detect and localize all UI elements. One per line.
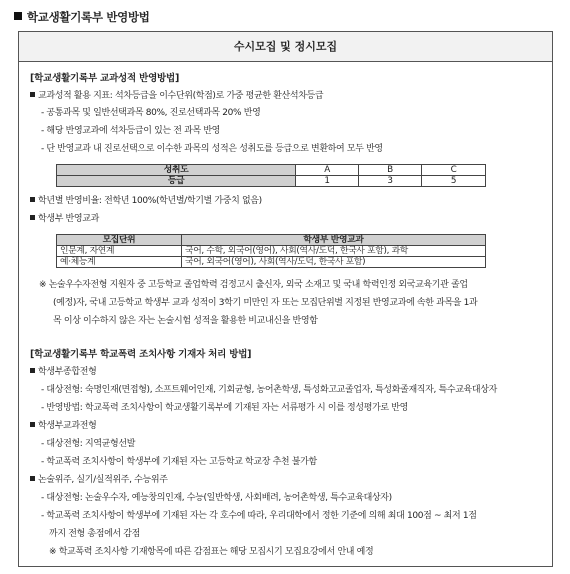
violence-line-2b: - 학교폭력 조치사항이 학생부에 기재된 자는 고등학교 학교장 추천 불가함 xyxy=(41,457,317,467)
grades-line-1 xyxy=(30,90,323,102)
table-header-cell: 학생부 반영교과 xyxy=(182,235,486,246)
violence-heading-2 xyxy=(30,420,96,432)
grades-line-4: - 단 반영교과 내 진로선택으로 이수한 과목의 성적은 성취도를 등급으로 변환하여 모두 반영 xyxy=(41,144,383,154)
grades-line-6-text: 학생부 반영교과 xyxy=(38,214,99,224)
violence-line-1a: - 대상전형: 숙명인재(면접형), 소프트웨어인재, 기회균형, 농어촌학생, 특성화고교졸업자, 특성화졸재직자, 특수교육대상자 xyxy=(41,385,497,395)
table-cell: 인문계, 자연계 xyxy=(57,246,182,257)
violence-line-3b: - 학교폭력 조치사항이 학생부에 기재된 자는 각 호수에 따라, 우리대학에서 정한 기준에 의해 최대 100점 ~ 최저 1점 xyxy=(41,511,477,521)
violence-heading-3-text: 논술위주, 실기/실적위주, 수능위주 xyxy=(38,475,168,485)
square-bullet-icon xyxy=(30,368,35,373)
square-bullet-icon xyxy=(30,197,35,202)
table-cell: A xyxy=(296,165,359,176)
table-cell: 예·체능계 xyxy=(57,257,182,268)
violence-heading-1 xyxy=(30,366,96,378)
square-bullet-icon xyxy=(30,422,35,427)
box-header: 수시모집 및 정시모집 xyxy=(19,32,552,62)
table-cell: C xyxy=(422,165,486,176)
square-bullet-icon xyxy=(30,92,35,97)
table-cell: 국어, 수학, 외국어(영어), 사회(역사/도덕, 한국사 포함), 과학 xyxy=(182,246,486,257)
violence-heading-1-text: 학생부종합전형 xyxy=(38,367,97,377)
grades-line-3: - 해당 반영교과에 석차등급이 있는 전 과목 반영 xyxy=(41,126,221,136)
grades-line-5 xyxy=(30,195,262,207)
table-cell: B xyxy=(358,165,421,176)
table-cell: 5 xyxy=(422,176,486,187)
grades-line-1-text: 교과성적 활용 지표: 석차등급을 이수단위(학점)로 가중 평균한 환산석차등급 xyxy=(38,91,324,101)
grades-line-6 xyxy=(30,213,99,225)
violence-heading-2-text: 학생부교과전형 xyxy=(38,421,97,431)
note-line-1: ※ 논술우수자전형 지원자 중 고등학교 졸업학력 검정고시 출신자, 외국 소재고 및 국내 학력인정 외국교육기관 졸업 xyxy=(39,280,468,290)
violence-line-3c: 까지 전형 총점에서 감점 xyxy=(49,529,140,539)
grades-line-5-text: 학년별 반영비율: 전학년 100%(학년별/학기별 가중치 없음) xyxy=(38,196,262,206)
violence-note: ※ 학교폭력 조치사항 기재항목에 따른 감점표는 해당 모집시기 모집요강에서 안내 예정 xyxy=(49,547,374,557)
table-row xyxy=(57,257,486,268)
violence-heading-3 xyxy=(30,474,168,486)
page-title-text: 학교생활기록부 반영방법 xyxy=(27,10,150,24)
achievement-grade-table xyxy=(56,164,486,187)
subject-table xyxy=(56,234,486,268)
violence-line-3a: - 대상전형: 논술우수자, 예능창의인재, 수능(일반학생, 사회배려, 농어촌학생, 특수교육대상자) xyxy=(41,493,392,503)
violence-line-2a: - 대상전형: 지역균형선발 xyxy=(41,439,136,449)
table-row xyxy=(57,235,486,246)
table-header-cell: 모집단위 xyxy=(57,235,182,246)
violence-section-title: [학교생활기록부 학교폭력 조치사항 기재자 처리 방법] xyxy=(30,349,252,360)
table-row xyxy=(57,246,486,257)
table-cell: 1 xyxy=(296,176,359,187)
grades-section-title: [학교생활기록부 교과성적 반영방법] xyxy=(30,73,180,84)
table-cell: 국어, 외국어(영어), 사회(역사/도덕, 한국사 포함) xyxy=(182,257,486,268)
note-line-3: 목 이상 이수하지 않은 자는 논술시험 성적을 활용한 비교내신을 반영함 xyxy=(53,316,318,326)
square-bullet-icon xyxy=(14,12,22,20)
table-row xyxy=(57,165,486,176)
note-line-2: (예정)자, 국내 고등학교 학생부 교과 성적이 3학기 미만인 자 또는 모집단위별 지정된 반영교과에 속한 과목을 1과 xyxy=(53,298,478,308)
table-header-cell: 성취도 xyxy=(57,165,296,176)
content-box xyxy=(18,31,553,567)
page-title xyxy=(14,9,150,25)
square-bullet-icon xyxy=(30,476,35,481)
table-header-cell: 등급 xyxy=(57,176,296,187)
grades-line-2: - 공통과목 및 일반선택과목 80%, 진로선택과목 20% 반영 xyxy=(41,108,261,118)
square-bullet-icon xyxy=(30,215,35,220)
violence-line-1b: - 반영방법: 학교폭력 조치사항이 학교생활기록부에 기재된 자는 서류평가 시 이를 정성평가로 반영 xyxy=(41,403,408,413)
table-cell: 3 xyxy=(358,176,421,187)
table-row xyxy=(57,176,486,187)
